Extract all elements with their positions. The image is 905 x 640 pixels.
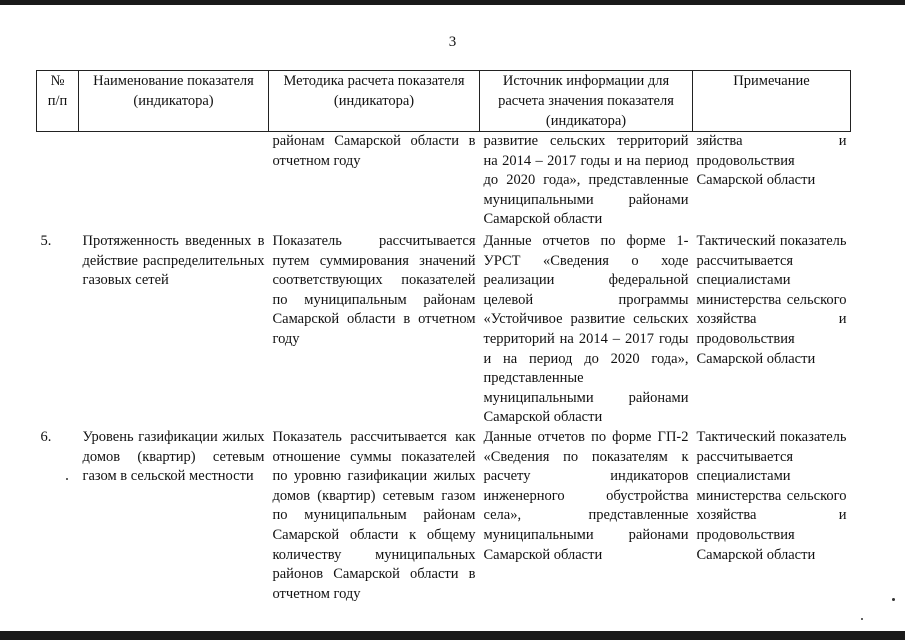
- cell-indicator-name: [79, 132, 269, 233]
- cell-note: Тактический показатель рассчитывается специалистами министерства сельского хозяйства и продовольствия Самарской области: [696, 428, 847, 563]
- table-header-row: [37, 71, 851, 132]
- table-row: [37, 428, 851, 604]
- page-number: 3: [448, 34, 457, 50]
- cell-note: Тактический показатель рассчитывается специалистами министерства сельского хозяйства и продовольствия Самарской области: [696, 233, 847, 367]
- scan-speck: [892, 598, 895, 601]
- header-indicator-name: Наименование показателя (индикатора): [79, 71, 269, 132]
- cell-calculation-method: Показатель рассчитывается как отношение суммы показателей по уровню газификации жилых домов (квартир) сетевым газом по муниципальным районам Самарской области к общему количеству муниципальных районов Самарской области в отчетном году: [272, 428, 476, 602]
- scan-speck: [66, 478, 68, 480]
- cell-indicator-name: Уровень газификации жилых домов (квартир) сетевым газом в сельской местности: [82, 428, 265, 485]
- cell-information-source: развитие сельских территорий на 2014 – 2017 годы и на период до 2020 года», представленные муниципальными районами Самарской области: [483, 133, 689, 228]
- scan-border-top: [0, 0, 905, 5]
- cell-information-source: Данные отчетов по форме 1-УРСТ «Сведения о ходе реализации федеральной целевой программы «Устойчивое развитие сельских территорий на 2014 – 2017 годы и на период до 2020 года», представленные муниципальными районами Самарской области: [483, 233, 689, 426]
- scan-border-bottom: [0, 631, 905, 640]
- header-number: № п/п: [37, 71, 79, 132]
- table-row-continuation: [37, 132, 851, 233]
- cell-information-source: Данные отчетов по форме ГП-2 «Сведения по показателям к расчету индикаторов инженерного обустройства села», представленные муниципальными районами Самарской области: [483, 428, 689, 563]
- cell-number: 5.: [40, 233, 52, 249]
- cell-number: 6.: [40, 428, 52, 445]
- header-information-source: Источник информации для расчета значения показателя (индикатора): [480, 71, 693, 132]
- header-calculation-method: Методика расчета показателя (индикатора): [269, 71, 480, 132]
- table-row: [37, 232, 851, 428]
- header-note: Примечание: [693, 71, 851, 132]
- scan-speck: [861, 618, 863, 620]
- cell-note: зяйства и продовольствия Самарской области: [696, 133, 847, 189]
- cell-calculation-method: районам Самарской области в отчетном году: [272, 133, 476, 169]
- cell-number: [37, 132, 79, 233]
- cell-calculation-method: Показатель рассчитывается путем суммирования значений соответствующих показателей по муниципальным районам Самарской области в отчетном году: [272, 233, 476, 347]
- cell-indicator-name: Протяженность введенных в действие распределительных газовых сетей: [82, 233, 265, 289]
- indicators-table: [36, 70, 851, 604]
